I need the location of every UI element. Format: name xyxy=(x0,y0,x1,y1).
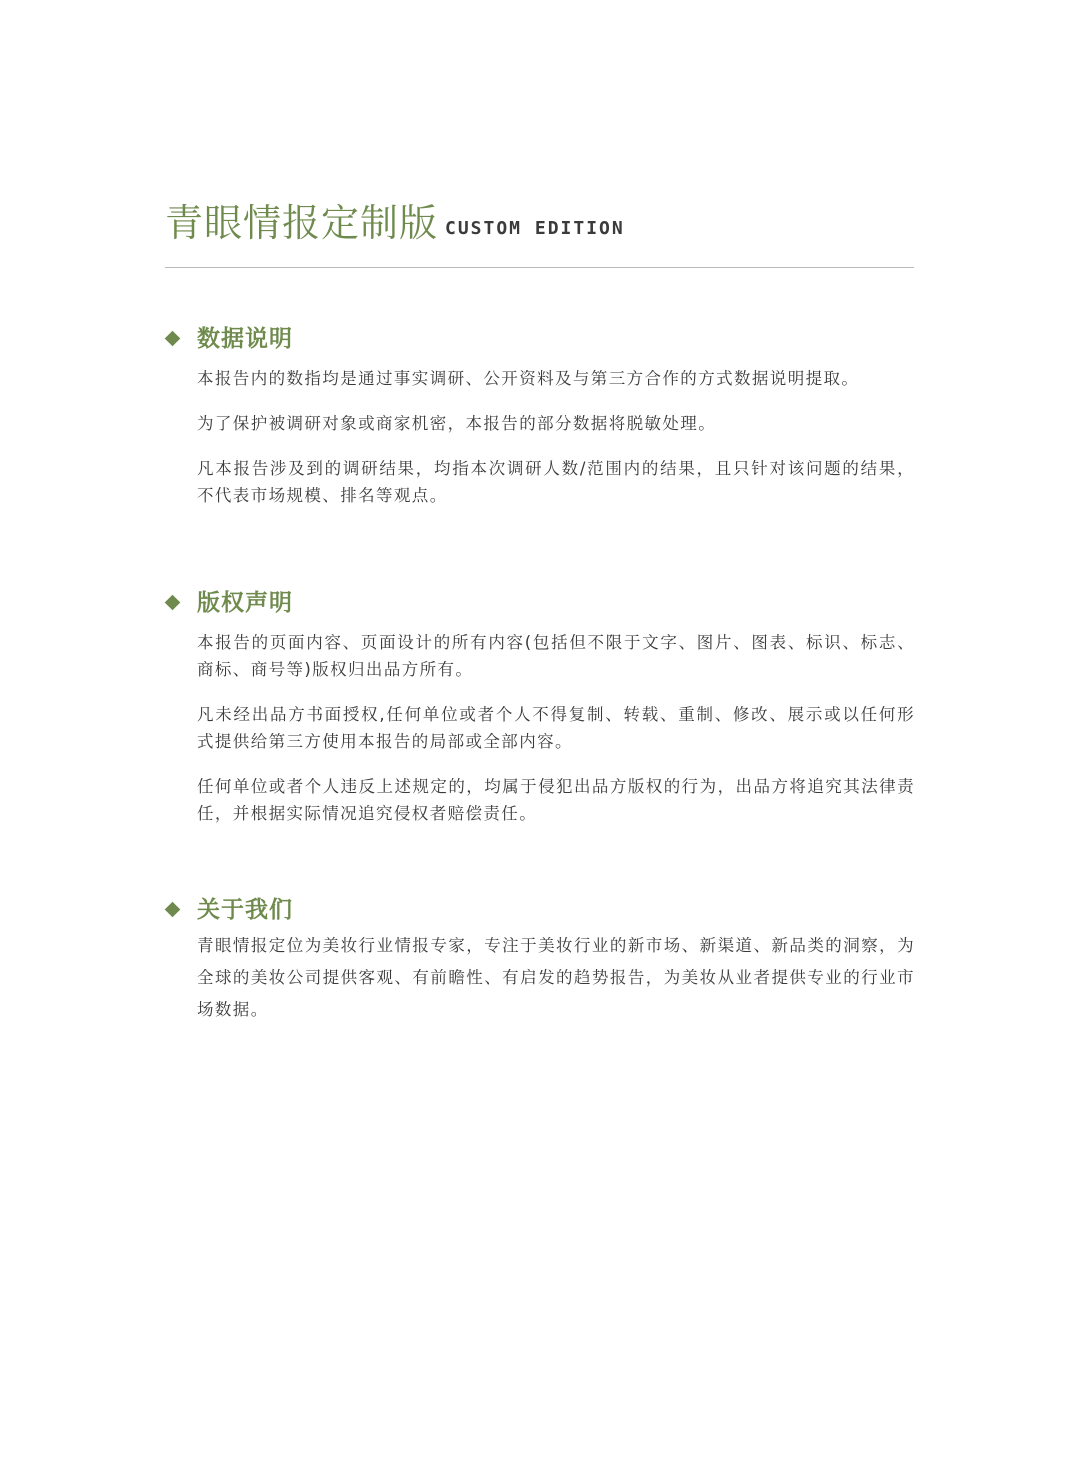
section-title: 数据说明 xyxy=(197,326,293,352)
diamond-bullet-icon xyxy=(165,902,181,918)
paragraph: 本报告的页面内容、页面设计的所有内容(包括但不限于文字、图片、图表、标识、标志、商标、商号等)版权归出品方所有。 xyxy=(197,633,915,679)
paragraph: 凡本报告涉及到的调研结果，均指本次调研人数/范围内的结果，且只针对该问题的结果，不代表市场规模、排名等观点。 xyxy=(197,459,915,505)
paragraph: 为了保护被调研对象或商家机密，本报告的部分数据将脱敏处理。 xyxy=(197,414,717,433)
title-chinese: 青眼情报定制版 xyxy=(165,201,439,245)
diamond-bullet-icon xyxy=(165,331,181,347)
section-title: 版权声明 xyxy=(197,590,293,616)
paragraph: 凡未经出品方书面授权,任何单位或者个人不得复制、转载、重制、修改、展示或以任何形式提供给第三方使用本报告的局部或全部内容。 xyxy=(197,705,915,751)
paragraph: 本报告内的数指均是通过事实调研、公开资料及与第三方合作的方式数据说明提取。 xyxy=(197,369,860,388)
section-copyright xyxy=(165,588,915,827)
header-divider xyxy=(165,267,914,268)
section-data-notes xyxy=(165,324,915,509)
section-title: 关于我们 xyxy=(197,897,293,923)
paragraph: 任何单位或者个人违反上述规定的，均属于侵犯出品方版权的行为，出品方将追究其法律责任，并根据实际情况追究侵权者赔偿责任。 xyxy=(197,777,915,823)
page-header xyxy=(165,198,915,248)
paragraph: 青眼情报定位为美妆行业情报专家，专注于美妆行业的新市场、新渠道、新品类的洞察，为全球的美妆公司提供客观、有前瞻性、有启发的趋势报告，为美妆从业者提供专业的行业市场数据。 xyxy=(197,936,915,1019)
title-english: CUSTOM EDITION xyxy=(445,218,625,239)
section-heading xyxy=(165,324,915,358)
diamond-bullet-icon xyxy=(165,595,181,611)
section-about-us xyxy=(165,895,915,1026)
section-heading xyxy=(165,895,915,929)
section-heading xyxy=(165,588,915,622)
